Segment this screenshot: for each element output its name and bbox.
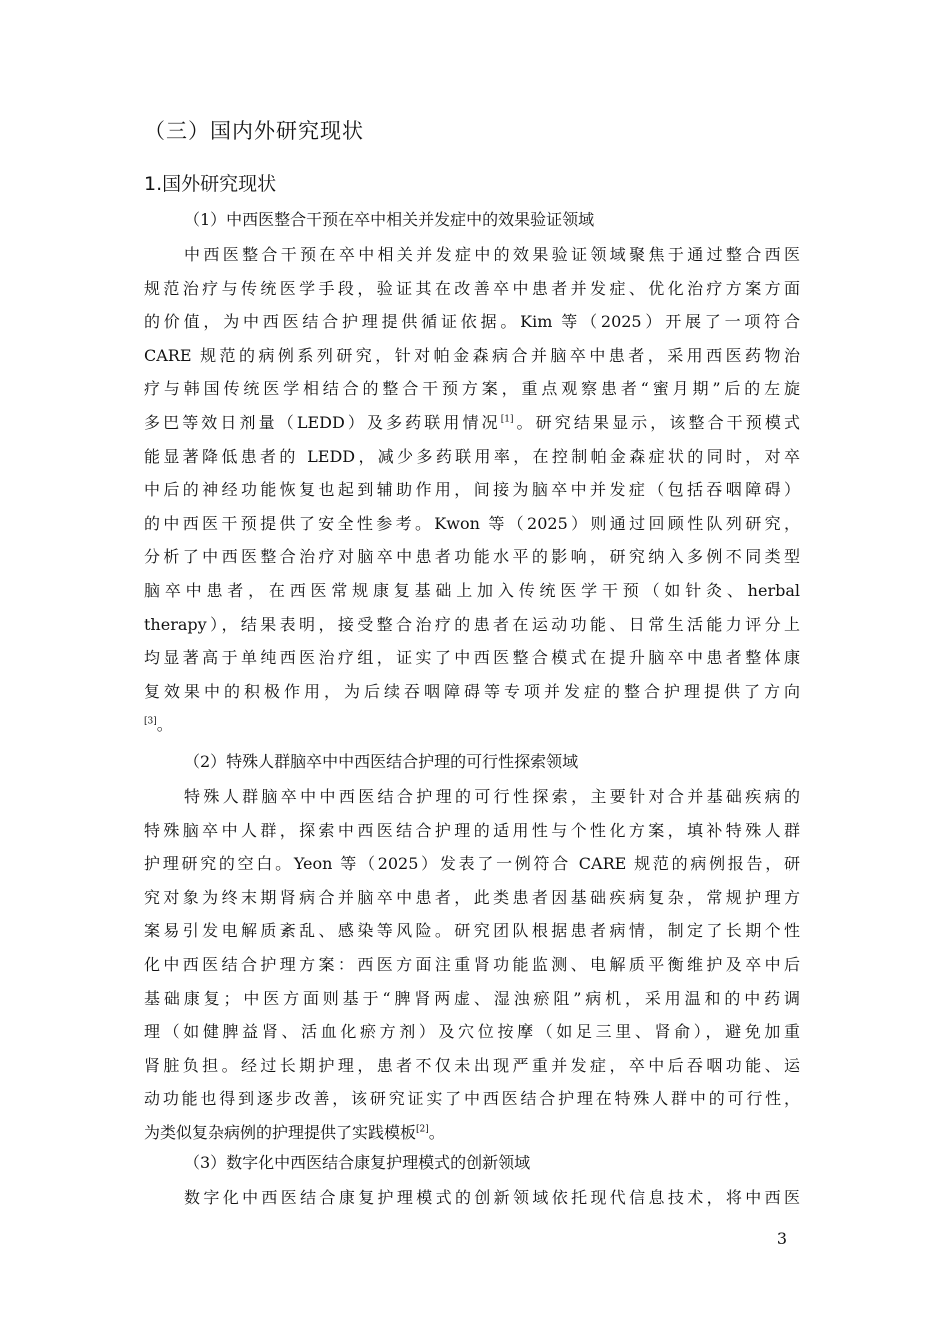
paragraph-line: 分析了中西医整合治疗对脑卒中患者功能水平的影响，研究纳入多例不同类型 — [144, 547, 800, 567]
paragraph-line: 均显著高于单纯西医治疗组，证实了中西医整合模式在提升脑卒中患者整体康 — [144, 648, 800, 668]
paragraph-line: 规范治疗与传统医学手段，验证其在改善卒中患者并发症、优化治疗方案方面 — [144, 278, 800, 298]
paragraph-line: 究对象为终末期肾病合并脑卒中患者，此类患者因基础疾病复杂，常规护理方 — [144, 887, 800, 907]
paragraph-line: 案易引发电解质紊乱、感染等风险。研究团队根据患者病情，制定了长期个性 — [144, 921, 800, 941]
part-2-paragraph — [144, 780, 800, 1150]
paragraph-line: 的中西医干预提供了安全性参考。Kwon 等（2025）则通过回顾性队列研究， — [144, 513, 800, 533]
line-text: 为类似复杂病例的护理提供了实践模板 — [144, 1122, 417, 1142]
line-text: 。研究结果显示，该整合干预模式 — [513, 412, 800, 432]
paragraph-line: therapy），结果表明，接受整合治疗的患者在运动功能、日常生活能力评分上 — [144, 614, 800, 634]
paragraph-line: 基础康复；中医方面则基于“脾肾两虚、湿浊瘀阻”病机，采用温和的中药调 — [144, 988, 800, 1008]
part-1-heading: （1）中西医整合干预在卒中相关并发症中的效果验证领域 — [184, 210, 595, 229]
paragraph-line: 数字化中西医结合康复护理模式的创新领域依托现代信息技术，将中西医 — [184, 1188, 800, 1207]
paragraph-line: 特殊脑卒中人群，探索中西医结合护理的适用性与个性化方案，填补特殊人群 — [144, 820, 800, 840]
paragraph-line: CARE 规范的病例系列研究，针对帕金森病合并脑卒中患者，采用西医药物治 — [144, 345, 800, 365]
part-3-paragraph — [144, 1181, 800, 1215]
paragraph-line-with-citation — [144, 708, 800, 742]
paragraph-line: 理（如健脾益肾、活血化瘀方剂）及穴位按摩（如足三里、肾俞），避免加重 — [144, 1022, 800, 1042]
part-1-paragraph — [144, 238, 800, 742]
paragraph-line: 肾脏负担。经过长期护理，患者不仅未出现严重并发症，卒中后吞咽功能、运 — [144, 1055, 800, 1075]
paragraph-line-with-citation — [144, 406, 800, 440]
paragraph-line: 特殊人群脑卒中中西医结合护理的可行性探索，主要针对合并基础疾病的 — [184, 787, 800, 806]
page-number-text: 3 — [776, 1229, 788, 1248]
citation-ref: [3] — [144, 716, 157, 727]
paragraph-line: 化中西医结合护理方案：西医方面注重肾功能监测、电解质平衡维护及卒中后 — [144, 954, 800, 974]
paragraph-line: 护理研究的空白。Yeon 等（2025）发表了一例符合 CARE 规范的病例报告，研 — [144, 854, 800, 874]
line-text: 多巴等效日剂量（LEDD）及多药联用情况 — [144, 412, 501, 432]
part-2-heading: （2）特殊人群脑卒中中西医结合护理的可行性探索领域 — [184, 752, 579, 771]
paragraph-line: 动功能也得到逐步改善，该研究证实了中西医结合护理在特殊人群中的可行性， — [144, 1089, 800, 1109]
paragraph-line: 的价值，为中西医结合护理提供循证依据。Kim 等（2025）开展了一项符合 — [144, 312, 800, 332]
paragraph-line: 中后的神经功能恢复也起到辅助作用，间接为脑卒中并发症（包括吞咽障碍） — [144, 480, 800, 500]
paragraph-line: 脑卒中患者，在西医常规康复基础上加入传统医学干预（如针灸、herbal — [144, 580, 800, 600]
paragraph-line: 中西医整合干预在卒中相关并发症中的效果验证领域聚焦于通过整合西医 — [184, 245, 800, 264]
paragraph-line: 疗与韩国传统医学相结合的整合干预方案，重点观察患者“蜜月期”后的左旋 — [144, 379, 800, 399]
citation-ref: [2] — [416, 1124, 429, 1135]
page-number — [0, 1228, 788, 1250]
paragraph-line: 能显著降低患者的 LEDD，减少多药联用率，在控制帕金森症状的同时，对卒 — [144, 446, 800, 466]
paragraph-line: 复效果中的积极作用，为后续吞咽障碍等专项并发症的整合护理提供了方向 — [144, 681, 800, 701]
section-title: （三）国内外研究现状 — [144, 119, 364, 143]
citation-ref: [1] — [500, 414, 514, 425]
paragraph-line-with-citation — [144, 1116, 800, 1150]
line-text: 。 — [156, 715, 173, 735]
subsection-title: 1.国外研究现状 — [144, 173, 277, 195]
line-text: 。 — [428, 1122, 445, 1142]
part-3-heading: （3）数字化中西医结合康复护理模式的创新领域 — [184, 1153, 531, 1172]
